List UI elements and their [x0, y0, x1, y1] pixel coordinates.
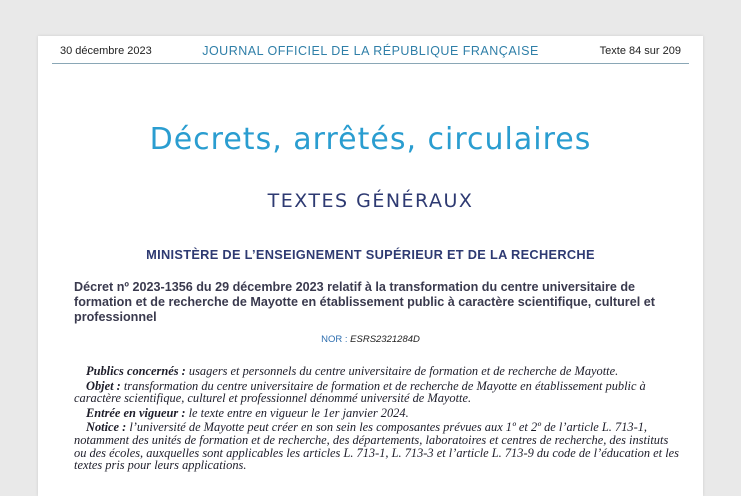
paragraph-notice [74, 421, 681, 471]
main-title: Décrets, arrêtés, circulaires [149, 122, 592, 157]
paragraph-label: Entrée en vigueur : [86, 405, 186, 420]
paragraph-text: transformation du centre universitaire de formation et de recherche de Mayotte en établissement public à caractère scientifique, culturel et professionnel dénommé université de Mayotte. [74, 378, 646, 406]
paragraph-label: Publics concernés : [86, 364, 186, 378]
nor-label: NOR : [321, 334, 348, 345]
paragraph-label: Objet : [86, 378, 121, 393]
page-header [38, 41, 703, 61]
header-divider [52, 63, 689, 64]
ministry-heading: MINISTÈRE DE L’ENSEIGNEMENT SUPÉRIEUR ET DE LA RECHERCHE [146, 247, 595, 262]
section-title: TEXTES GÉNÉRAUX [267, 190, 474, 212]
paragraph-text: le texte entre en vigueur le 1er janvier 2024. [185, 405, 409, 420]
paragraph-entree [74, 407, 681, 420]
publication-date: 30 décembre 2023 [60, 45, 152, 57]
nor-reference [38, 334, 703, 345]
summary-body [74, 365, 681, 474]
paragraph-label: Notice : [86, 420, 127, 435]
journal-title: JOURNAL OFFICIEL DE LA RÉPUBLIQUE FRANÇAISE [202, 44, 539, 58]
paragraph-publics [74, 365, 681, 378]
document-page [38, 36, 703, 496]
text-number: Texte 84 sur 209 [599, 45, 681, 57]
decree-title: Décret nº 2023-1356 du 29 décembre 2023 relatif à la transformation du centre universitaire de formation et de recherche de Mayotte en établissement public à caractère scientifique, culturel et professionnel [74, 280, 655, 324]
paragraph-text: l’université de Mayotte peut créer en son sein les composantes prévues aux 1º et 2º de l’article L. 713-1, notamment des unités de formation et de recherche, des départements, laboratoires et centres de recherche, des instituts ou des écoles, auxquelles sont applicables les articles L. 713-1, L. 713-3 et l’article L. 713-9 du code de l’éducation et les textes pris pour leurs applications. [74, 420, 679, 473]
nor-code: ESRS2321284D [350, 334, 420, 345]
paragraph-text: usagers et personnels du centre universitaire de formation et de recherche de Mayotte. [185, 364, 619, 378]
paragraph-objet [74, 380, 681, 405]
